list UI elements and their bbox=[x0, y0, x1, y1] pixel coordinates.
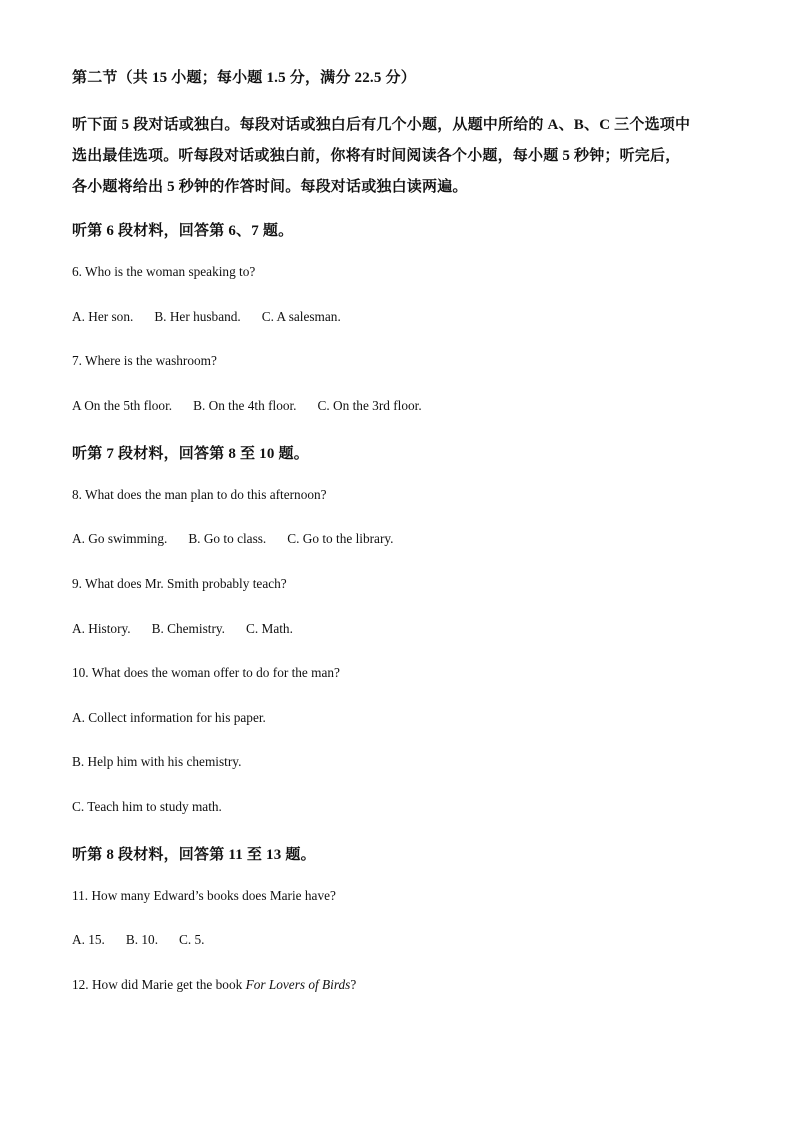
book-title: For Lovers of Birds bbox=[245, 977, 351, 992]
option-a: A. 15. bbox=[72, 932, 105, 947]
group-7-heading: 听第 7 段材料，回答第 8 至 10 题。 bbox=[72, 446, 309, 462]
question-6: 6. Who is the woman speaking to? bbox=[72, 264, 256, 279]
instructions-line-2: 选出最佳选项。听每段对话或独白前，你将有时间阅读各个小题，每小题 5 秒钟；听完后， bbox=[72, 148, 681, 164]
question-10-option-b: B. Help him with his chemistry. bbox=[72, 754, 242, 769]
question-8-options bbox=[72, 531, 393, 547]
question-7: 7. Where is the washroom? bbox=[72, 353, 217, 368]
question-11: 11. How many Edward’s books does Marie have? bbox=[72, 888, 336, 903]
question-mark: ? bbox=[350, 977, 357, 992]
question-7-options bbox=[72, 398, 422, 414]
question-9: 9. What does Mr. Smith probably teach? bbox=[72, 576, 287, 591]
instructions-line-1: 听下面 5 段对话或独白。每段对话或独白后有几个小题，从题中所给的 A、B、C 三个选项中 bbox=[72, 117, 691, 133]
option-b: B. Her husband. bbox=[154, 309, 241, 324]
option-a: A. History. bbox=[72, 621, 131, 636]
section-header: 第二节（共 15 小题；每小题 1.5 分，满分 22.5 分） bbox=[72, 70, 416, 86]
group-6-heading: 听第 6 段材料，回答第 6、7 题。 bbox=[72, 223, 294, 239]
option-b: B. 10. bbox=[125, 932, 159, 947]
option-c: C. Math. bbox=[246, 621, 293, 636]
question-9-options bbox=[72, 621, 293, 637]
group-8-heading: 听第 8 段材料，回答第 11 至 13 题。 bbox=[72, 847, 316, 863]
option-b: B. Go to class. bbox=[188, 531, 267, 546]
option-c: C. Go to the library. bbox=[287, 531, 394, 546]
option-a: A. Her son. bbox=[72, 309, 134, 324]
option-b: B. On the 4th floor. bbox=[193, 398, 297, 413]
question-10-option-a: A. Collect information for his paper. bbox=[72, 710, 266, 725]
option-b: B. Chemistry. bbox=[151, 621, 225, 636]
option-c: C. A salesman. bbox=[261, 309, 341, 324]
question-10-option-c: C. Teach him to study math. bbox=[72, 799, 222, 814]
option-c: C. 5. bbox=[179, 932, 205, 947]
question-12-text: 12. How did Marie get the book bbox=[72, 977, 246, 992]
question-10: 10. What does the woman offer to do for the man? bbox=[72, 665, 340, 680]
option-c: C. On the 3rd floor. bbox=[317, 398, 422, 413]
question-12 bbox=[72, 977, 356, 993]
question-11-options bbox=[72, 932, 205, 948]
question-8: 8. What does the man plan to do this afternoon? bbox=[72, 487, 327, 502]
option-a: A On the 5th floor. bbox=[72, 398, 173, 413]
instructions-line-3: 各小题将给出 5 秒钟的作答时间。每段对话或独白读两遍。 bbox=[72, 179, 468, 195]
question-6-options bbox=[72, 309, 341, 325]
option-a: A. Go swimming. bbox=[72, 531, 168, 546]
